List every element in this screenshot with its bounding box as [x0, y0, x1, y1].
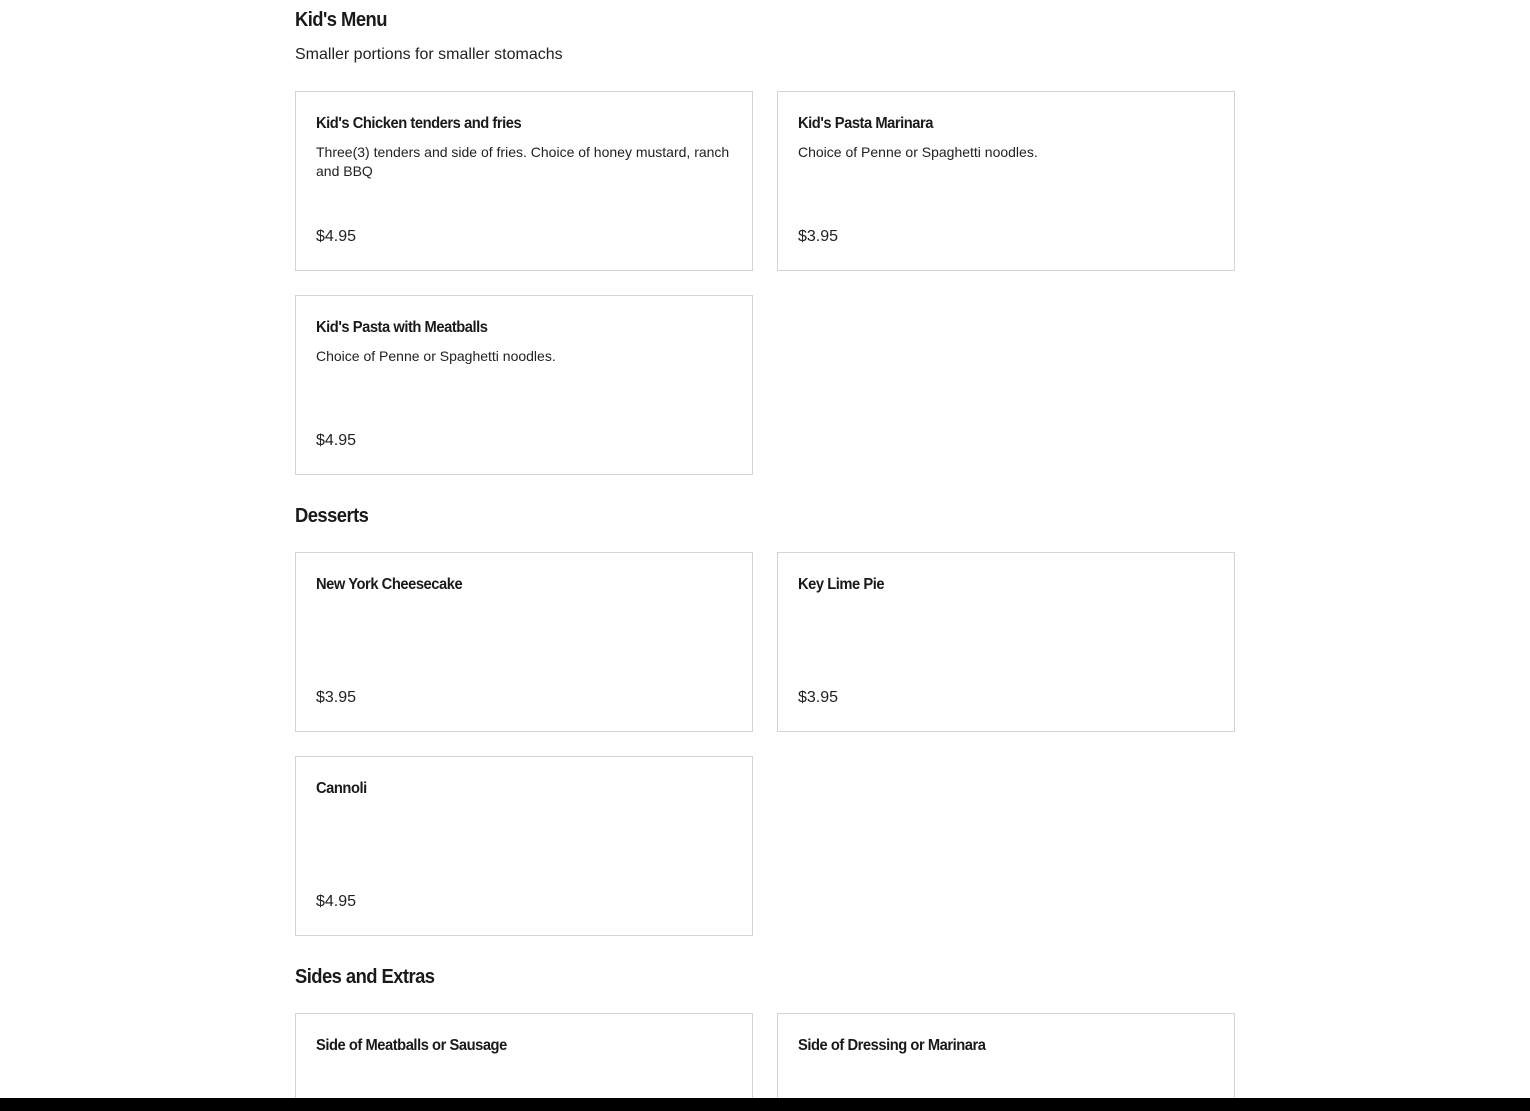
- section-desserts: [295, 502, 1235, 936]
- menu-item-description: Choice of Penne or Spaghetti noodles.: [316, 348, 556, 364]
- menu-item-description: Choice of Penne or Spaghetti noodles.: [798, 144, 1038, 160]
- menu-item-card[interactable]: [777, 1013, 1235, 1111]
- menu-item-name: New York Cheesecake: [316, 576, 463, 593]
- menu-item-card[interactable]: [295, 295, 753, 475]
- menu-content: [295, 0, 1235, 1111]
- menu-item-card[interactable]: [777, 91, 1235, 271]
- menu-item-name: Cannoli: [316, 780, 367, 797]
- menu-item-price: $4.95: [316, 432, 357, 449]
- section-title: Sides and Extras: [295, 966, 435, 988]
- menu-item-price: $4.95: [316, 893, 357, 910]
- menu-item-description: Three(3) tenders and side of fries. Choice of honey mustard, ranch and BBQ: [316, 144, 730, 179]
- menu-item-price: $4.95: [316, 228, 357, 245]
- menu-item-card[interactable]: [295, 1013, 753, 1111]
- section-sides-and-extras: [295, 963, 1235, 1111]
- menu-item-name: Side of Dressing or Marinara: [798, 1037, 986, 1054]
- menu-item-name: Kid's Chicken tenders and fries: [316, 115, 522, 132]
- menu-items-grid: [295, 1013, 1235, 1111]
- menu-item-name: Key Lime Pie: [798, 576, 885, 593]
- menu-item-price: $3.95: [798, 689, 839, 706]
- menu-item-name: Kid's Pasta Marinara: [798, 115, 934, 132]
- section-title: Desserts: [295, 505, 369, 527]
- section-subtitle: Smaller portions for smaller stomachs: [295, 46, 563, 63]
- menu-items-grid: [295, 552, 1235, 936]
- menu-item-name: Side of Meatballs or Sausage: [316, 1037, 507, 1054]
- section-kids-menu: [295, 0, 1235, 475]
- menu-item-card[interactable]: [295, 552, 753, 732]
- menu-item-price: $3.95: [316, 689, 357, 706]
- menu-item-price: $3.95: [798, 228, 839, 245]
- menu-item-name: Kid's Pasta with Meatballs: [316, 319, 488, 336]
- menu-item-card[interactable]: [295, 756, 753, 936]
- menu-items-grid: [295, 91, 1235, 475]
- menu-item-card[interactable]: [777, 552, 1235, 732]
- section-title: Kid's Menu: [295, 9, 387, 31]
- menu-item-card[interactable]: [295, 91, 753, 271]
- bottom-bar: [0, 1098, 1530, 1111]
